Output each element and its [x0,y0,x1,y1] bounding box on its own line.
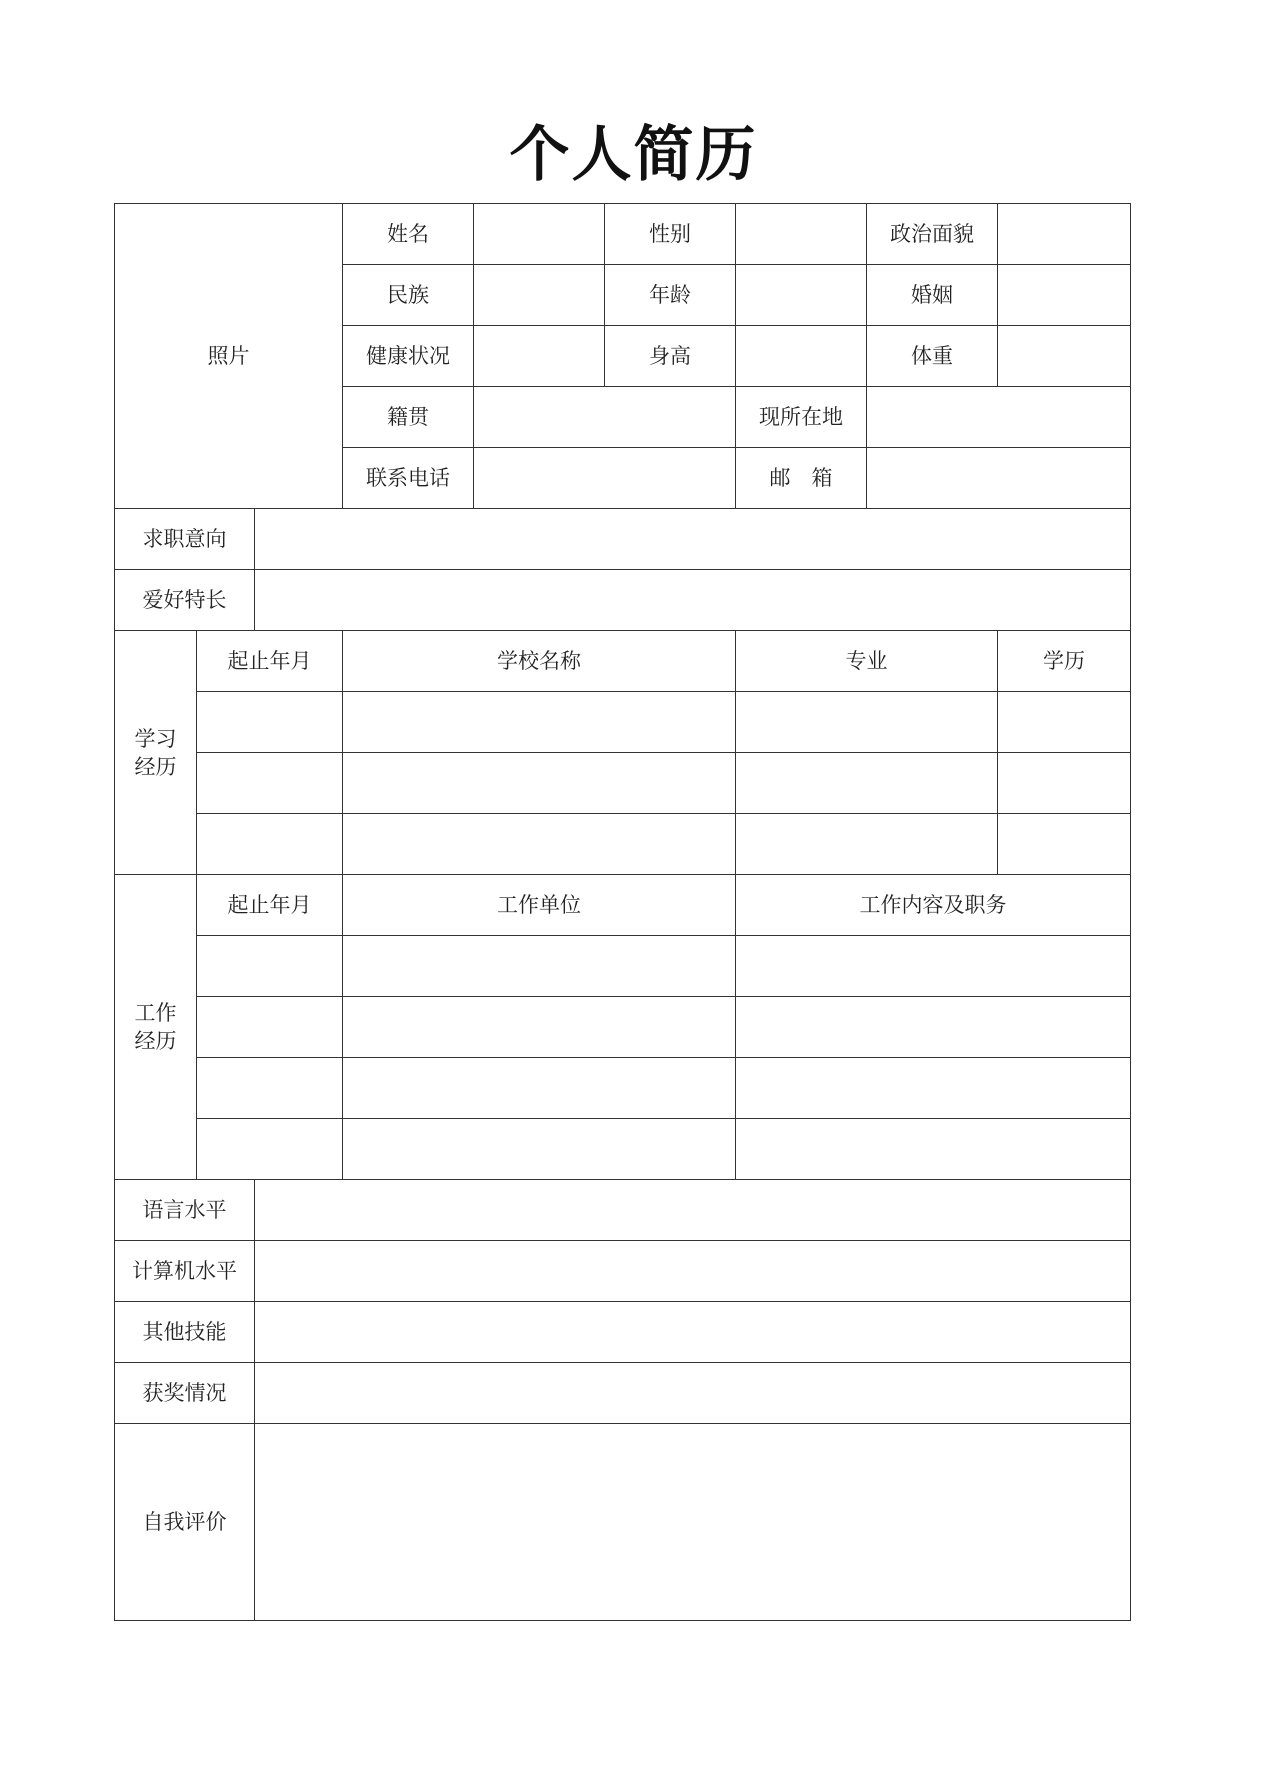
education-header-school: 学校名称 [343,631,736,692]
language-field[interactable] [255,1180,1131,1241]
work-period-field[interactable] [197,936,343,997]
name-label: 姓名 [343,204,474,265]
computer-skill-field[interactable] [255,1241,1131,1302]
work-period-field[interactable] [197,997,343,1058]
other-skills-label: 其他技能 [115,1302,255,1363]
education-header-period: 起止年月 [197,631,343,692]
weight-label: 体重 [867,326,998,387]
education-header-major: 专业 [736,631,998,692]
photo-cell[interactable]: 照片 [115,204,343,509]
education-header-degree: 学历 [998,631,1131,692]
age-field[interactable] [736,265,867,326]
email-field[interactable] [867,448,1131,509]
education-degree-field[interactable] [998,814,1131,875]
health-label: 健康状况 [343,326,474,387]
education-school-field[interactable] [343,753,736,814]
work-label-line2: 经历 [134,1029,177,1053]
work-employer-field[interactable] [343,997,736,1058]
education-section-label [115,631,197,875]
work-duties-field[interactable] [736,997,1131,1058]
work-duties-field[interactable] [736,936,1131,997]
work-employer-field[interactable] [343,1119,736,1180]
location-label: 现所在地 [736,387,867,448]
work-row [115,936,1131,997]
awards-label: 获奖情况 [115,1363,255,1424]
work-header-employer: 工作单位 [343,875,736,936]
education-row [115,753,1131,814]
education-row [115,814,1131,875]
education-label-line1: 学习 [134,726,177,751]
resume-table [114,203,1131,1621]
education-period-field[interactable] [197,753,343,814]
self-evaluation-field[interactable] [255,1424,1131,1621]
work-duties-field[interactable] [736,1058,1131,1119]
origin-label: 籍贯 [343,387,474,448]
ethnicity-label: 民族 [343,265,474,326]
education-period-field[interactable] [197,692,343,753]
other-skills-field[interactable] [255,1302,1131,1363]
height-field[interactable] [736,326,867,387]
weight-field[interactable] [998,326,1131,387]
education-school-field[interactable] [343,814,736,875]
work-row [115,1119,1131,1180]
work-label-line1: 工作 [134,1001,177,1025]
job-intention-label: 求职意向 [115,509,255,570]
marital-status-label: 婚姻 [867,265,998,326]
political-status-label: 政治面貌 [867,204,998,265]
education-degree-field[interactable] [998,753,1131,814]
location-field[interactable] [867,387,1131,448]
work-employer-field[interactable] [343,936,736,997]
work-header-period: 起止年月 [197,875,343,936]
ethnicity-field[interactable] [474,265,605,326]
education-row [115,692,1131,753]
marital-status-field[interactable] [998,265,1131,326]
computer-skill-label: 计算机水平 [115,1241,255,1302]
phone-field[interactable] [474,448,736,509]
job-intention-field[interactable] [255,509,1131,570]
work-row [115,1058,1131,1119]
gender-field[interactable] [736,204,867,265]
hobbies-label: 爱好特长 [115,570,255,631]
health-field[interactable] [474,326,605,387]
education-major-field[interactable] [736,692,998,753]
education-label-line2: 经历 [134,754,177,779]
political-status-field[interactable] [998,204,1131,265]
hobbies-field[interactable] [255,570,1131,631]
education-major-field[interactable] [736,753,998,814]
work-employer-field[interactable] [343,1058,736,1119]
work-header-duties: 工作内容及职务 [736,875,1131,936]
work-period-field[interactable] [197,1058,343,1119]
awards-field[interactable] [255,1363,1131,1424]
age-label: 年龄 [605,265,736,326]
height-label: 身高 [605,326,736,387]
origin-field[interactable] [474,387,736,448]
email-label: 邮 箱 [736,448,867,509]
work-section-label [115,875,197,1180]
page-title: 个人简历 [509,120,758,190]
phone-label: 联系电话 [343,448,474,509]
language-label: 语言水平 [115,1180,255,1241]
work-period-field[interactable] [197,1119,343,1180]
education-degree-field[interactable] [998,692,1131,753]
gender-label: 性别 [605,204,736,265]
work-duties-field[interactable] [736,1119,1131,1180]
education-school-field[interactable] [343,692,736,753]
work-row [115,997,1131,1058]
name-field[interactable] [474,204,605,265]
self-evaluation-label: 自我评价 [115,1424,255,1621]
education-major-field[interactable] [736,814,998,875]
education-period-field[interactable] [197,814,343,875]
